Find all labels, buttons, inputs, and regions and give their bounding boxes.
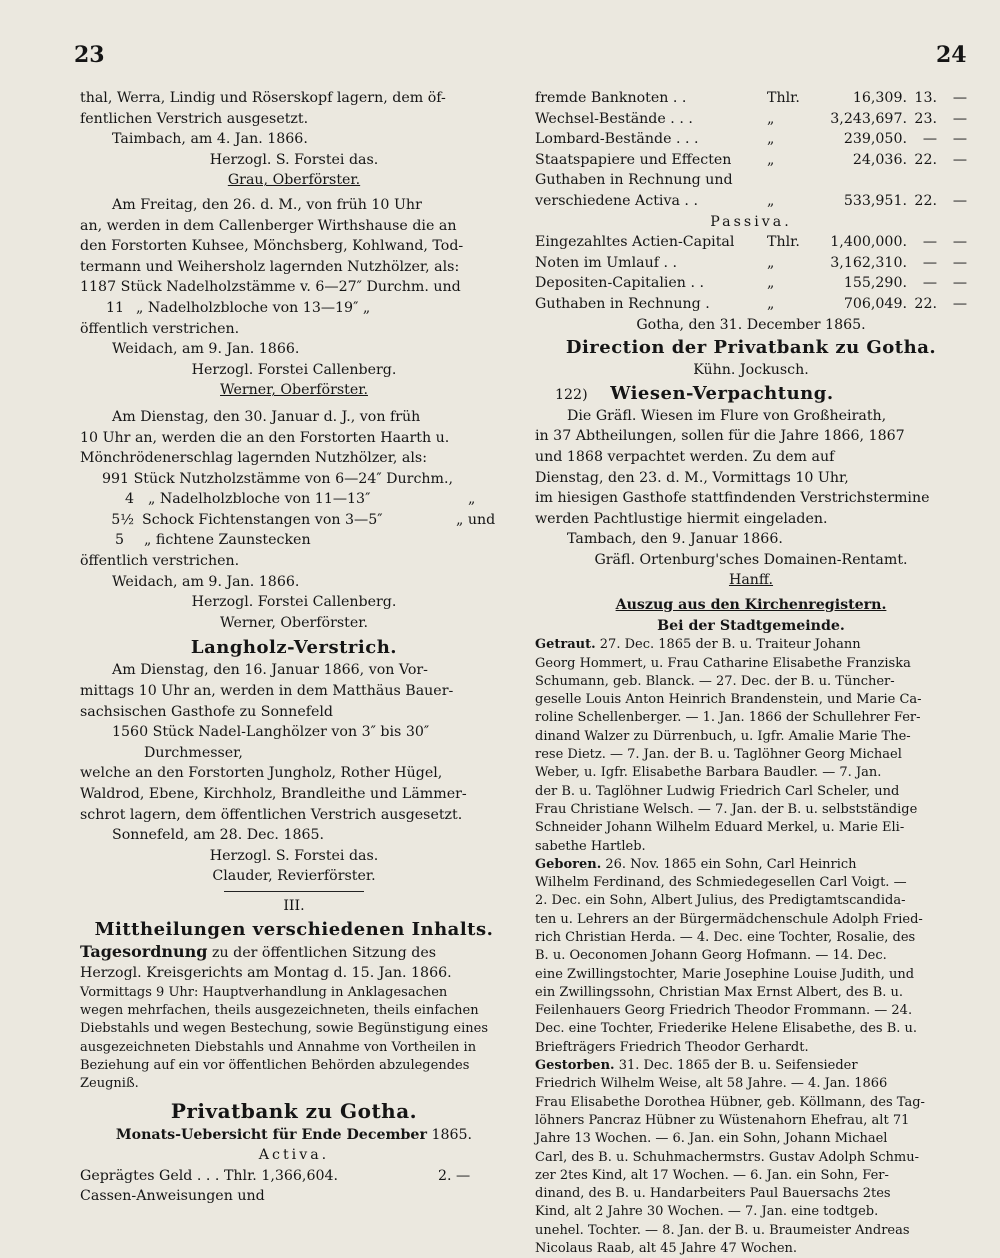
ledger-currency: „ [767, 295, 775, 312]
quantity: 11 [105, 299, 124, 316]
text-line: öffentlich verstrichen. [80, 320, 240, 337]
ledger-cents: 22. [914, 295, 937, 312]
text-line: 10 Uhr an, werden die an den Forstorten Haarth u. [80, 429, 450, 446]
register-line: Briefträgers Friedrich Theodor Gerhardt. [535, 1039, 809, 1055]
divider [224, 891, 364, 892]
text-line: in 37 Abtheilungen, sollen für die Jahre 1866, 1867 [535, 428, 905, 445]
direction-heading: Direction der Privatbank zu Gotha. [565, 337, 937, 359]
activa-heading: Activa. [258, 1147, 330, 1164]
page-number-left: 23 [74, 42, 105, 68]
ledger-cents: 22. [914, 192, 937, 209]
text-line: fentlichen Verstrich ausgesetzt. [80, 110, 309, 127]
text-line: Herzogl. Kreisgerichts am Montag d. 15. Jan. 1866. [80, 965, 452, 982]
item-desc: Schock Fichtenstangen von 3—5″ [142, 511, 383, 528]
ledger-label: Geprägtes Geld . . . Thlr. 1,366,604. [80, 1167, 339, 1184]
register-line: Kind, alt 2 Jahre 30 Wochen. — 7. Jan. eine todtgeb. [535, 1204, 879, 1220]
passiva-table [535, 232, 967, 314]
ledger-row [535, 273, 967, 294]
text-line: Beziehung auf ein vor öffentlichen Behörden abzulegendes [80, 1057, 470, 1073]
ledger-amount: 24,036. [852, 151, 907, 168]
ledger-dash: — [952, 151, 967, 168]
ledger-currency: „ [767, 110, 775, 127]
register-line: sabethe Hartleb. [535, 838, 646, 854]
activa-table [535, 88, 967, 212]
ledger-row [535, 129, 967, 150]
register-line: der B. u. Taglöhner Ludwig Friedrich Carl Scheler, und [535, 783, 900, 799]
register-line: dinand Walzer zu Dürrenbuch, u. Igfr. Amalie Marie The- [535, 728, 911, 744]
ledger-cents [907, 170, 937, 191]
register-line: Jahre 13 Wochen. — 6. Jan. ein Sohn, Johann Michael [535, 1131, 888, 1147]
ledger-label: Guthaben in Rechnung . [535, 295, 710, 312]
register-line: Frau Elisabethe Dorothea Hübner, geb. Köllmann, des Tag- [535, 1094, 925, 1110]
text-line: Zeugniß. [80, 1076, 139, 1092]
ledger-cents: — [922, 275, 937, 292]
notice-heading: Wiesen-Verpachtung. [610, 382, 834, 404]
text-line: und 1868 verpachtet werden. Zu dem auf [535, 448, 835, 465]
place-date: Gotha, den 31. December 1865. [636, 316, 866, 333]
ledger-label: verschiedene Activa . . [535, 192, 698, 209]
list-item [80, 298, 508, 319]
register-line: Wilhelm Ferdinand, des Schmiedegesellen Carl Voigt. — [535, 875, 907, 891]
ledger-dash: — [952, 295, 967, 312]
text-line: öffentlich verstrichen. [80, 553, 240, 570]
ledger-row [535, 253, 967, 274]
notice-number: 122) [555, 386, 588, 403]
register-line: Schumann, geb. Blanck. — 27. Dec. der B. u. Tüncher- [535, 673, 895, 689]
list-item [80, 530, 508, 551]
ledger-amount: 533,951. [843, 192, 907, 209]
signature-line: Kühn. Jockusch. [693, 362, 809, 379]
text-line: welche an den Forstorten Jungholz, Rother Hügel, [80, 765, 443, 782]
text-line: Durchmesser, [144, 744, 243, 761]
text-line: 1187 Stück Nadelholzstämme v. 6—27″ Durchm. und [80, 279, 461, 296]
ledger-row [535, 170, 967, 191]
register-line: roline Schellenberger. — 1. Jan. 1866 der Schullehrer Fer- [535, 710, 921, 726]
text-line: mittags 10 Uhr an, werden in dem Matthäus Bauer- [80, 683, 454, 700]
register-line: Feilenhauers Georg Friedrich Theodor Frommann. — 24. [535, 1003, 913, 1019]
ledger-amount: 3,243,697. [830, 110, 907, 127]
text-line: sachsischen Gasthofe zu Sonnefeld [80, 703, 333, 720]
place-date: Tambach, den 9. Januar 1866. [567, 531, 783, 548]
register-line: Geboren. 26. Nov. 1865 ein Sohn, Carl Heinrich [535, 856, 857, 872]
list-item [80, 489, 508, 510]
text-line: Waldrod, Ebene, Kirchholz, Brandleithe und Lämmer- [80, 786, 467, 802]
passiva-heading: Passiva. [710, 213, 792, 230]
text-line: thal, Werra, Lindig und Röserskopf lagern, dem öf- [80, 90, 446, 106]
register-line: Gestorben. 31. Dec. 1865 der B. u. Seifensieder [535, 1058, 858, 1074]
ledger-amount: 3,162,310. [830, 254, 907, 271]
register-line: Weber, u. Igfr. Elisabethe Barbara Baudler. — 7. Jan. [535, 765, 882, 781]
ditto-mark: „ und [456, 511, 496, 528]
text-line: Diebstahls und wegen Bestechung, sowie Begünstigung eines [80, 1021, 489, 1037]
ledger-amount: 706,049. [843, 295, 907, 312]
text-line [80, 942, 508, 964]
ledger-cents: — [922, 131, 937, 148]
ledger-cents: — [922, 254, 937, 271]
authority-line: Herzogl. S. Forstei das. [209, 847, 379, 864]
ledger-row [535, 88, 967, 109]
register-line: Frau Christiane Welsch. — 7. Jan. der B. u. selbstständige [535, 801, 918, 817]
register-line: Schneider Johann Wilhelm Eduard Merkel, u. Marie Eli- [535, 820, 905, 836]
ledger-amount: 239,050. [843, 131, 907, 148]
ledger-row [535, 109, 967, 130]
text-line: ausgezeichneten Diebstahls und Annahme von Vortheilen in [80, 1039, 477, 1055]
ledger-currency: Thlr. [767, 234, 800, 251]
register-line: ten u. Lehrers an der Bürgermädchenschule Adolph Fried- [535, 911, 923, 927]
text-line: Vormittags 9 Uhr: Hauptverhandlung in Anklagesachen [80, 984, 448, 1000]
place-date: Taimbach, am 4. Jan. 1866. [112, 131, 308, 148]
agenda-title: Tagesordnung [80, 941, 208, 961]
text-line: Am Dienstag, den 30. Januar d. J., von früh [112, 408, 421, 425]
signature-line: Hanff. [728, 572, 774, 589]
ledger-label: Wechsel-Bestände . . . [535, 110, 693, 127]
left-column [80, 88, 508, 1207]
ledger-amount: 16,309. [852, 90, 907, 106]
text-line: an, werden in dem Callenberger Wirthshause die an [80, 217, 457, 234]
ledger-label: fremde Banknoten . . [535, 90, 687, 106]
register-heading: Auszug aus den Kirchenregistern. [615, 597, 887, 614]
register-line: Friedrich Wilhelm Weise, alt 58 Jahre. — 4. Jan. 1866 [535, 1076, 888, 1092]
text-line: termann und Weihersholz lagernden Nutzhölzer, als: [80, 258, 460, 275]
ledger-dash: — [952, 192, 967, 209]
ledger-label: Noten im Umlauf . . [535, 254, 678, 271]
ledger-amount: 155,290. [843, 275, 907, 292]
ledger-currency: „ [767, 192, 775, 209]
register-line: rich Christian Herda. — 4. Dec. eine Tochter, Rosalie, des [535, 930, 916, 945]
register-line: unehel. Tochter. — 8. Jan. der B. u. Braumeister Andreas [535, 1222, 910, 1238]
report-year: 1865. [426, 1126, 473, 1143]
register-subheading: Bei der Stadtgemeinde. [657, 617, 845, 634]
register-line: Georg Hommert, u. Frau Catharine Elisabethe Franziska [535, 655, 911, 671]
register-line: löhners Pancraz Hübner zu Wüstenahorn Ehefrau, alt 71 [535, 1112, 910, 1128]
signature-line: Grau, Oberförster. [227, 172, 361, 189]
ledger-row [535, 150, 967, 171]
notice-heading-line [535, 381, 967, 406]
ledger-amount [811, 170, 907, 191]
report-title [80, 1125, 508, 1146]
right-column [535, 88, 967, 1258]
text-line: 1560 Stück Nadel-Langhölzer von 3″ bis 30″ [112, 724, 430, 741]
authority-line: Herzogl. Forstei Callenberg. [191, 594, 397, 611]
register-line: 2. Dec. ein Sohn, Albert Julius, des Predigtamtscandida- [535, 893, 906, 909]
ledger-row [535, 232, 967, 253]
signature-line: Clauder, Revierförster. [212, 868, 376, 885]
signature-line: Werner, Oberförster. [220, 614, 368, 631]
register-line: eine Zwillingstochter, Marie Josephine Louise Judith, und [535, 966, 915, 982]
register-entries [535, 636, 967, 1258]
text-line: Am Dienstag, den 16. Januar 1866, von Vor- [112, 662, 428, 679]
register-line: Dec. eine Tochter, Friederike Helene Elisabethe, des B. u. [535, 1021, 918, 1037]
ledger-cents: — [922, 234, 937, 251]
ditto-mark: „ [468, 491, 476, 508]
register-line: Nicolaus Raab, alt 45 Jahre 47 Wochen. [535, 1241, 798, 1257]
authority-line: Herzogl. S. Forstei das. [209, 151, 379, 168]
ledger-currency [767, 170, 811, 191]
text-line: Am Freitag, den 26. d. M., von früh 10 Uhr [112, 196, 422, 213]
section-heading: Mittheilungen verschiedenen Inhalts. [94, 918, 494, 940]
ledger-dash: — [952, 254, 967, 271]
quantity: 5½ [111, 511, 134, 528]
item-desc: „ fichtene Zaunstecken [144, 532, 311, 549]
ledger-dash: — [952, 234, 967, 251]
quantity: 4 [124, 491, 134, 508]
register-line: geselle Louis Anton Heinrich Brandenstein, und Marie Ca- [535, 692, 922, 708]
ledger-currency: „ [767, 275, 775, 292]
place-date: Sonnefeld, am 28. Dec. 1865. [112, 827, 325, 844]
quantity: 5 [114, 532, 124, 549]
ledger-cents: 2. — [438, 1167, 471, 1184]
text-line: 991 Stück Nutzholzstämme von 6—24″ Durchm., [102, 470, 454, 487]
section-number: III. [283, 897, 305, 914]
ledger-label: Cassen-Anweisungen und [80, 1188, 265, 1205]
register-line: Getraut. 27. Dec. 1865 der B. u. Traiteur Johann [535, 637, 861, 653]
ledger-label: Depositen-Capitalien . . [535, 275, 704, 292]
ledger-label: Eingezahltes Actien-Capital [535, 234, 735, 251]
ledger-amount: 1,400,000. [830, 234, 907, 251]
ledger-currency: „ [767, 151, 775, 168]
ledger-row [80, 1166, 508, 1187]
ledger-dash: — [952, 90, 967, 106]
ledger-currency: Thlr. [767, 90, 800, 106]
text-line: werden Pachtlustige hiermit eingeladen. [535, 510, 828, 527]
ledger-dash [937, 170, 967, 191]
section-heading: Langholz-Verstrich. [190, 637, 398, 659]
list-item [80, 510, 508, 531]
agenda-title-rest: zu der öffentlichen Sitzung des [207, 944, 437, 961]
ledger-label: Guthaben in Rechnung und [535, 172, 733, 189]
text-line: im hiesigen Gasthofe stattfindenden Verstrichstermine [535, 490, 930, 507]
text-line: Mönchrödenerschlag lagernden Nutzhölzer, als: [80, 450, 427, 467]
register-line: ein Zwillingssohn, Christian Max Ernst Albert, des B. u. [535, 984, 904, 1000]
ledger-row [535, 191, 967, 212]
ledger-dash: — [952, 275, 967, 292]
place-date: Weidach, am 9. Jan. 1866. [112, 573, 300, 590]
register-line: Carl, des B. u. Schuhmachermstrs. Gustav Adolph Schmu- [535, 1149, 919, 1165]
ledger-label: Lombard-Bestände . . . [535, 131, 699, 148]
register-line: zer 2tes Kind, alt 17 Wochen. — 6. Jan. ein Sohn, Fer- [535, 1167, 889, 1183]
item-desc: „ Nadelholzbloche von 11—13″ [148, 491, 371, 508]
ledger-dash: — [952, 131, 967, 148]
page-number-right: 24 [936, 42, 967, 68]
authority-line: Gräfl. Ortenburg'sches Domainen-Rentamt. [594, 551, 908, 568]
ledger-currency: „ [767, 254, 775, 271]
text-line: wegen mehrfachen, theils ausgezeichneten, theils einfachen [80, 1003, 479, 1019]
register-line: B. u. Oeconomen Johann Georg Hofmann. — 14. Dec. [535, 948, 887, 964]
item-desc: „ Nadelholzbloche von 13—19″ „ [136, 299, 371, 316]
text-line: Die Gräfl. Wiesen im Flure von Großheirath, [567, 407, 887, 424]
ledger-dash: — [952, 110, 967, 127]
register-line: dinand, des B. u. Handarbeiters Paul Bauersachs 2tes [535, 1186, 891, 1202]
bank-heading: Privatbank zu Gotha. [170, 1098, 418, 1123]
ledger-cents: 22. [914, 151, 937, 168]
text-line: Dienstag, den 23. d. M., Vormittags 10 Uhr, [535, 469, 849, 486]
ledger-label: Staatspapiere und Effecten [535, 151, 732, 168]
signature-line: Werner, Oberförster. [220, 382, 368, 399]
ledger-cents: 23. [914, 110, 937, 127]
ledger-row [535, 294, 967, 315]
authority-line: Herzogl. Forstei Callenberg. [191, 361, 397, 378]
place-date: Weidach, am 9. Jan. 1866. [112, 341, 300, 358]
text-line: den Forstorten Kuhsee, Mönchsberg, Kohlwand, Tod- [80, 238, 464, 255]
ledger-cents: 13. [914, 90, 937, 106]
ledger-currency: „ [767, 131, 775, 148]
report-title-text: Monats-Uebersicht für Ende December [115, 1126, 427, 1143]
text-line: schrot lagern, dem öffentlichen Verstrich ausgesetzt. [80, 806, 463, 823]
register-line: rese Dietz. — 7. Jan. der B. u. Taglöhner Georg Michael [535, 747, 902, 763]
